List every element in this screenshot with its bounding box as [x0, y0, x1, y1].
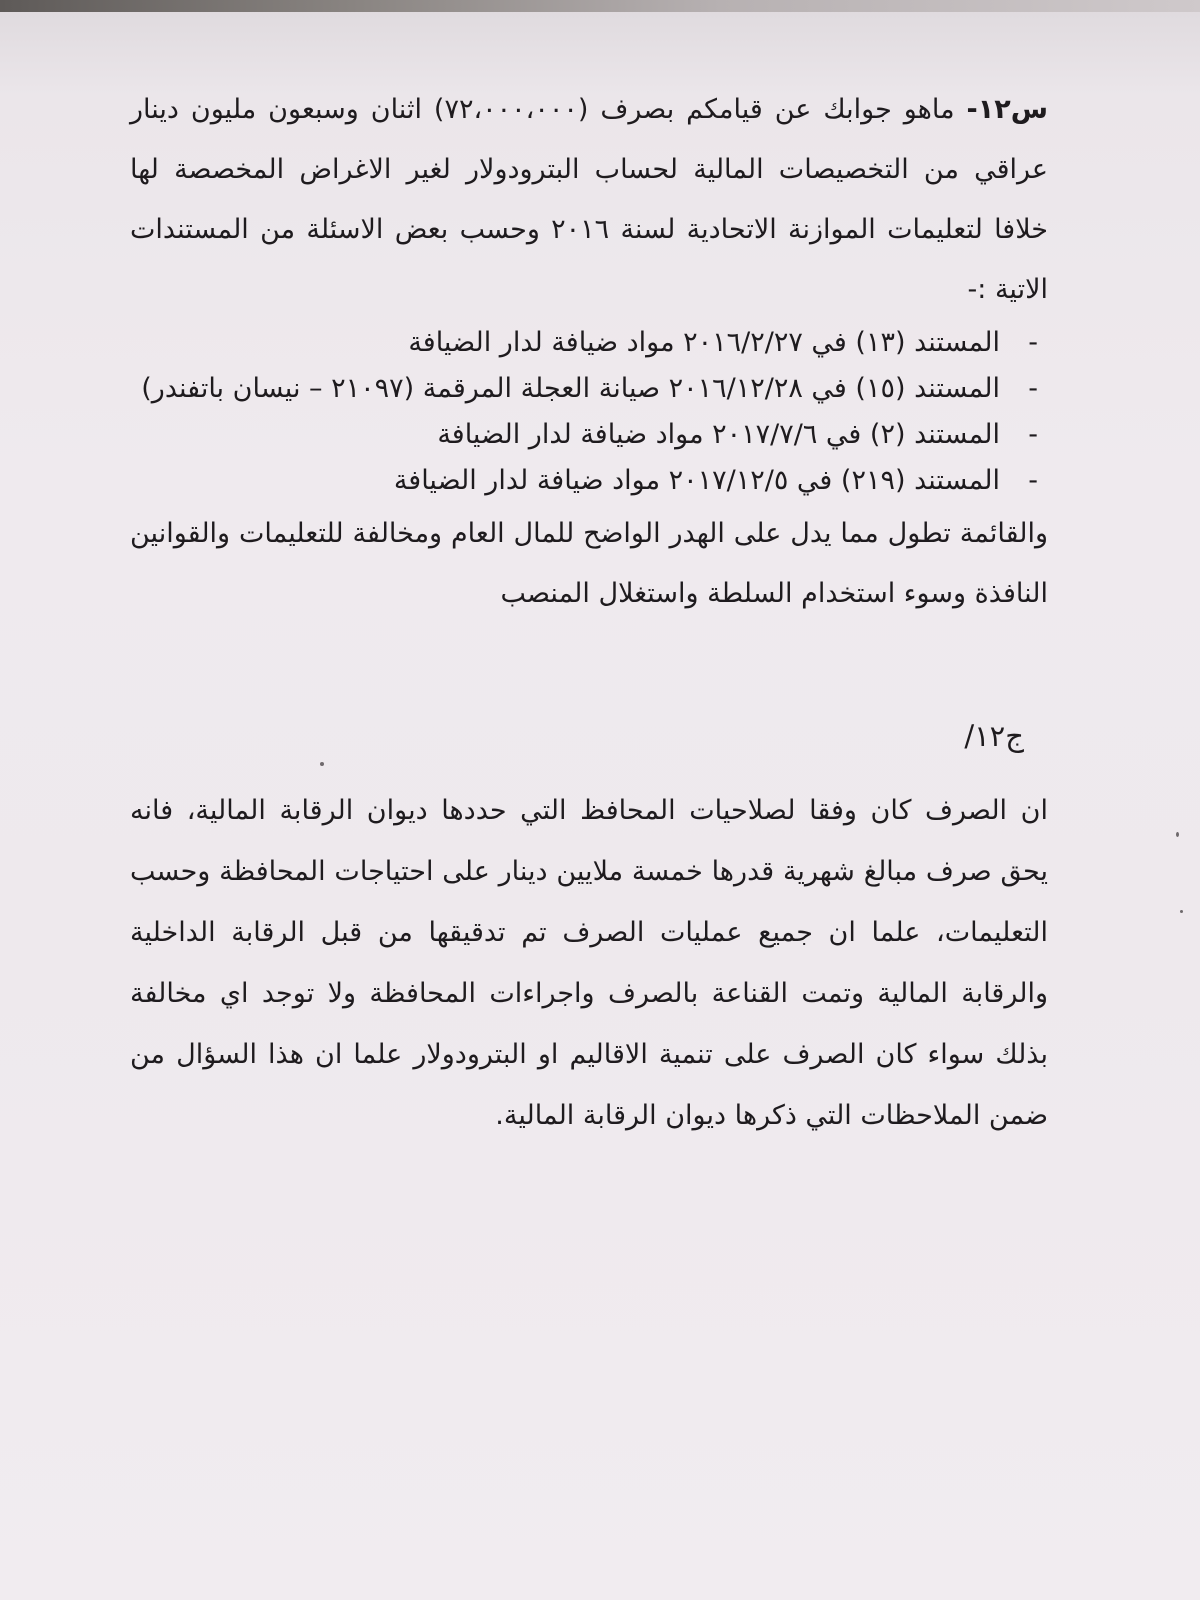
paper-speck [1180, 910, 1183, 913]
answer-section [130, 706, 1048, 1146]
document-page [130, 80, 1048, 1146]
list-item: - المستند (٢) في ٢٠١٧/٧/٦ مواد ضيافة لدار الضيافة [130, 412, 1000, 458]
question-closing: والقائمة تطول مما يدل على الهدر الواضح للمال العام ومخالفة للتعليمات والقوانين النافذة وسوء استخدام السلطة واستغلال المنصب [130, 518, 1048, 609]
list-item: - المستند (٢١٩) في ٢٠١٧/١٢/٥ مواد ضيافة لدار الضيافة [130, 458, 1000, 504]
answer-text: ان الصرف كان وفقا لصلاحيات المحافظ التي حددها ديوان الرقابة المالية، فانه يحق صرف مبالغ شهرية قدرها خمسة ملايين دينار على احتياجات المحافظة وحسب التعليمات، علما ان جميع عمليات الصرف تم تدقيقها من قبل الرقابة الداخلية والرقابة المالية وتمت القناعة بالصرف واجراءات المحافظة ولا توجد اي مخالفة بذلك سواء كان الصرف على تنمية الاقاليم او البترودولار علما ان هذا السؤال من ضمن الملاحظات التي ذكرها ديوان الرقابة المالية. [130, 795, 1048, 1131]
document-list [130, 320, 1048, 504]
question-section [130, 80, 1048, 624]
photo-top-edge [0, 0, 1200, 12]
question-paragraph [130, 80, 1048, 320]
question-label: س١٢- [966, 94, 1048, 125]
section-spacer [130, 624, 1048, 706]
list-item: - المستند (١٥) في ٢٠١٦/١٢/٢٨ صيانة العجلة المرقمة (٢١٠٩٧ – نيسان باتفندر) [130, 366, 1000, 412]
question-text: ماهو جوابك عن قيامكم بصرف (٧٢،٠٠٠،٠٠٠) اثنان وسبعون مليون دينار عراقي من التخصيصات المالية لحساب البترودولار لغير الاغراض المخصصة لها خلافا لتعليمات الموازنة الاتحادية لسنة ٢٠١٦ وحسب بعض الاسئلة من المستندات الاتية :- [130, 94, 1048, 305]
list-item: - المستند (١٣) في ٢٠١٦/٢/٢٧ مواد ضيافة لدار الضيافة [130, 320, 1000, 366]
paper-speck [320, 762, 324, 766]
answer-label: ج١٢/ [964, 719, 1024, 753]
paper-speck [1176, 832, 1179, 837]
